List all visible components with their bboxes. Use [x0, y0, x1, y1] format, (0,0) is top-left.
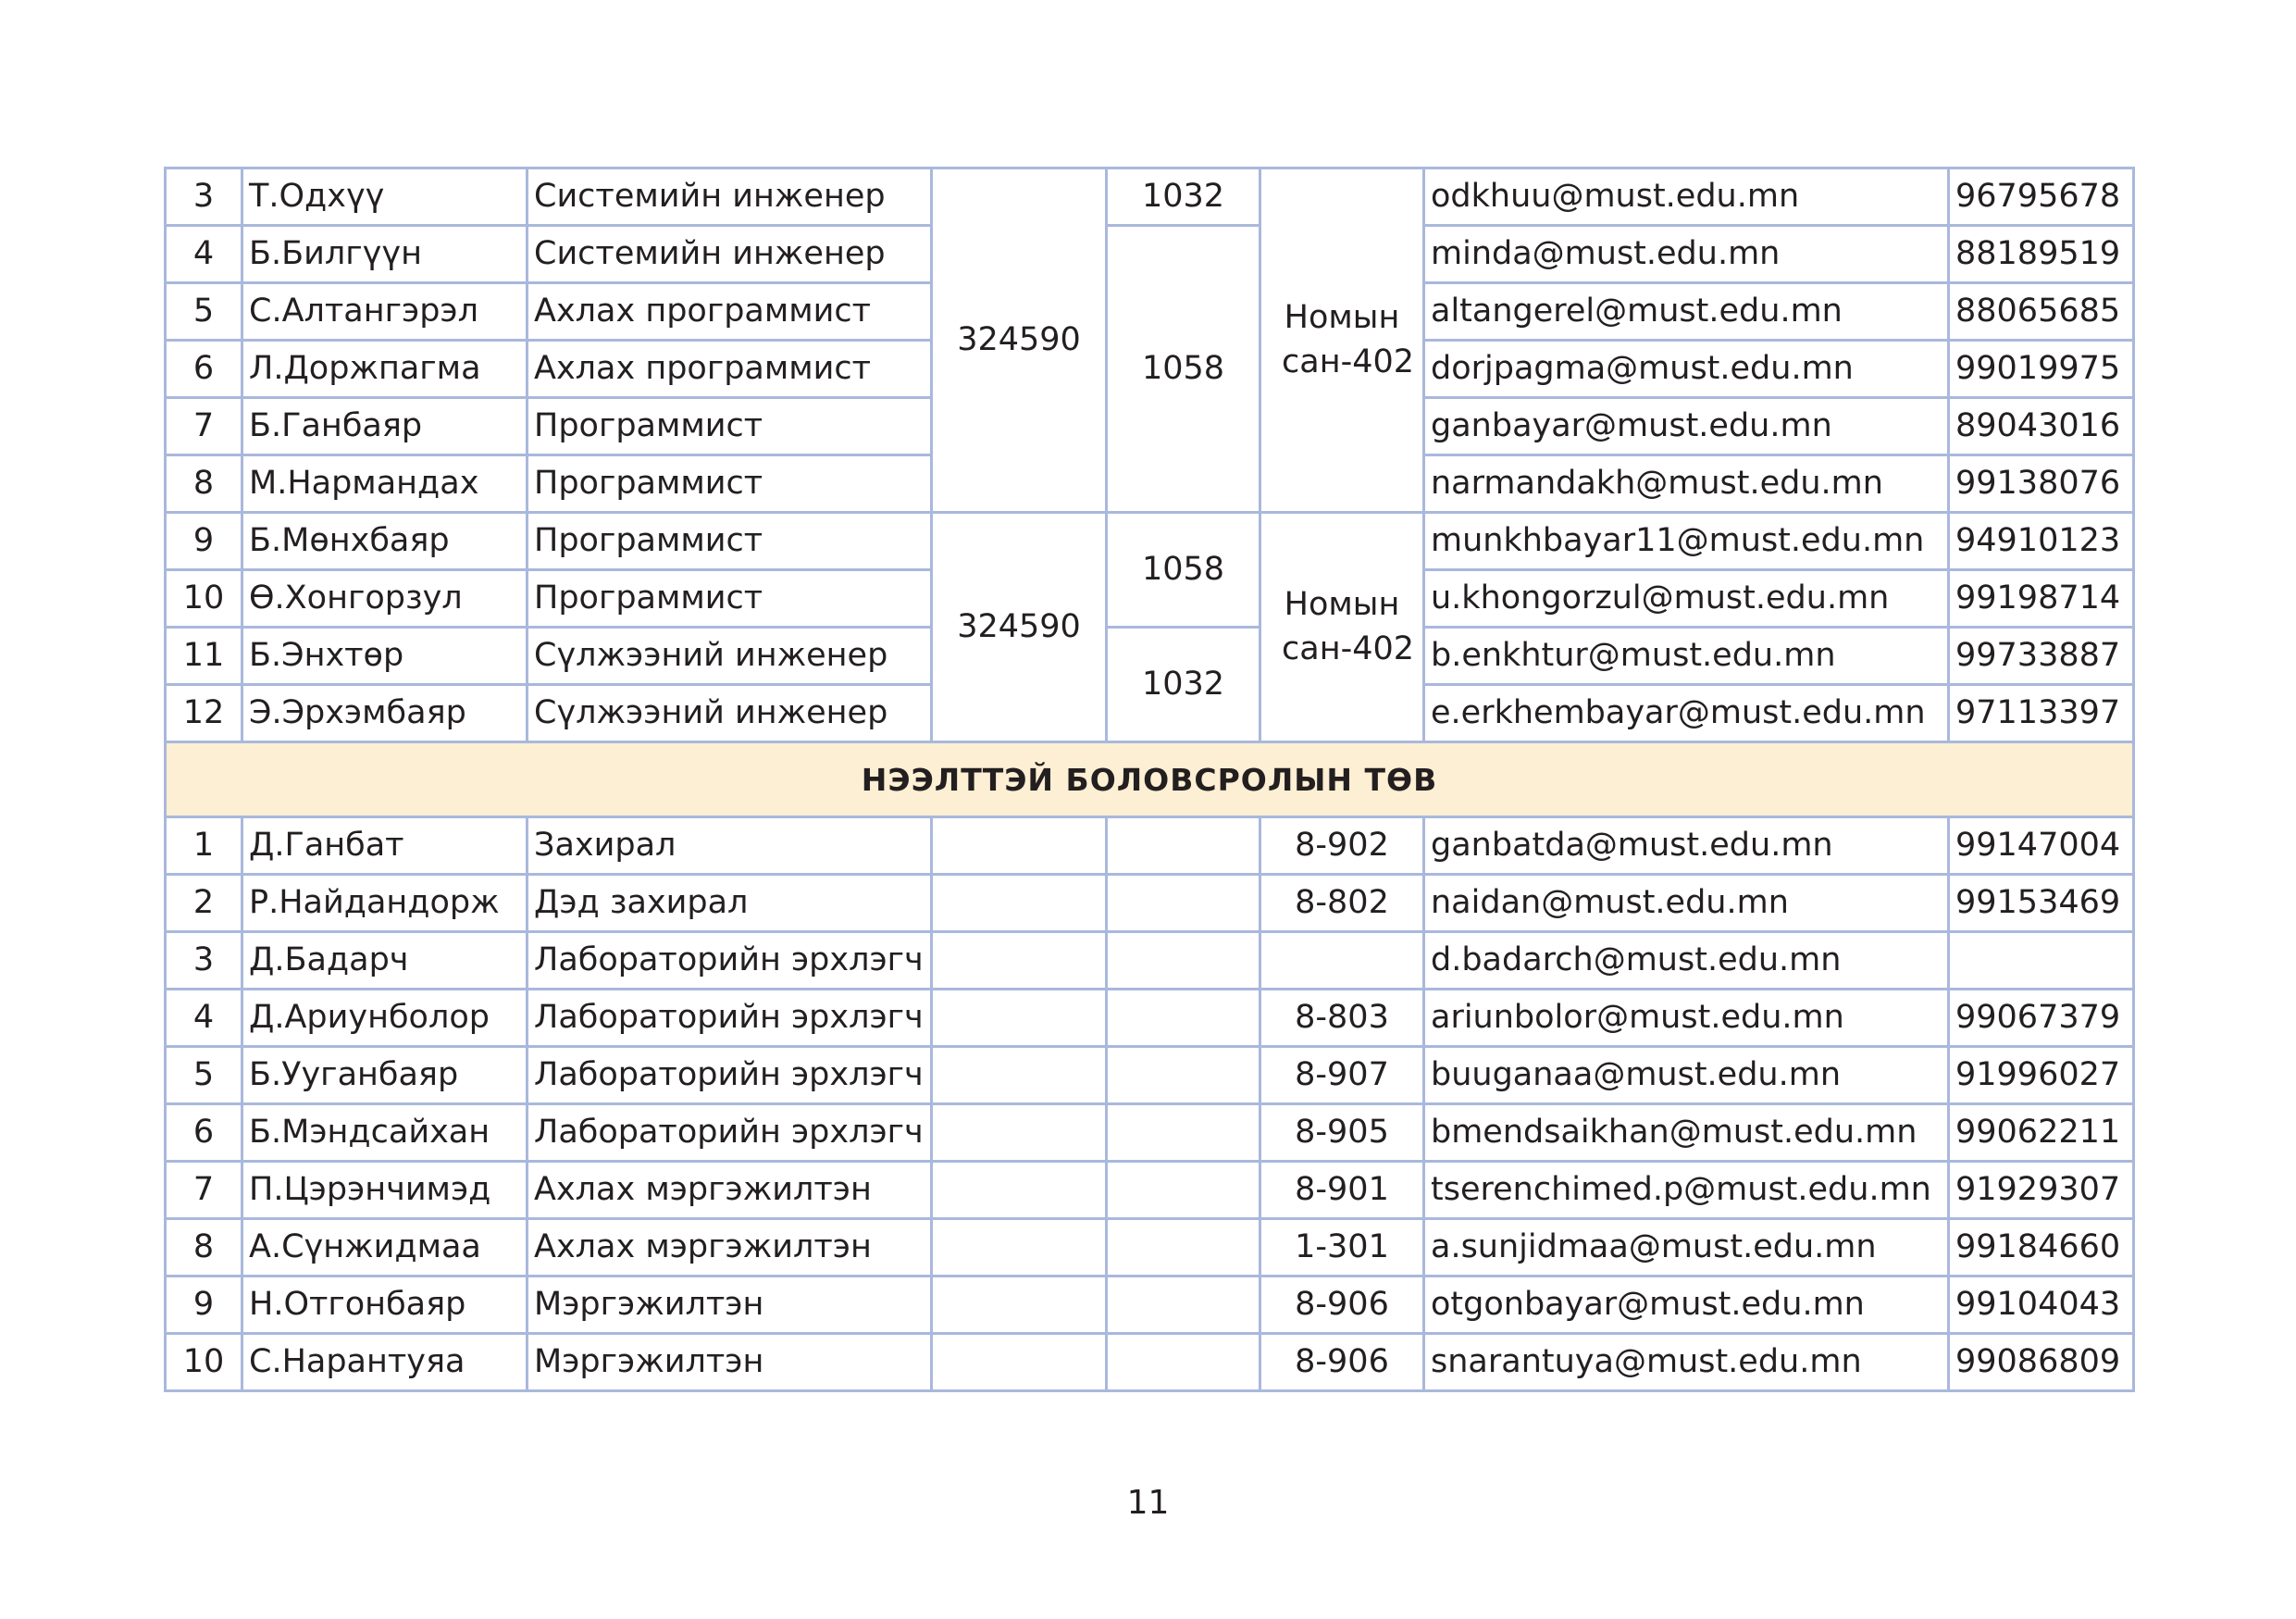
room-number: [1260, 932, 1424, 990]
email-address: munkhbayar11@must.edu.mn: [1424, 513, 1949, 570]
office-phone: [932, 1334, 1107, 1391]
email-address: altangerel@must.edu.mn: [1424, 283, 1949, 341]
staff-name: С.Алтангэрэл: [242, 283, 527, 341]
staff-name: А.Сүнжидмаа: [242, 1219, 527, 1277]
staff-position: Лабораторийн эрхлэгч: [527, 990, 932, 1047]
room-number: 8-802: [1260, 875, 1424, 932]
row-number: 1: [166, 817, 242, 875]
mobile-number: 91996027: [1949, 1047, 2134, 1104]
room-number: [1260, 168, 1424, 513]
table-row: [166, 1334, 2134, 1391]
staff-name: Н.Отгонбаяр: [242, 1277, 527, 1334]
table-row: [166, 932, 2134, 990]
mobile-number: 91929307: [1949, 1162, 2134, 1219]
staff-position: Системийн инженер: [527, 226, 932, 283]
staff-directory-table: [164, 167, 2135, 1392]
mobile-number: [1949, 932, 2134, 990]
mobile-number: 99198714: [1949, 570, 2134, 628]
staff-position: Лабораторийн эрхлэгч: [527, 1104, 932, 1162]
office-phone: [932, 1219, 1107, 1277]
staff-position: Мэргэжилтэн: [527, 1334, 932, 1391]
mobile-number: 97113397: [1949, 685, 2134, 742]
mobile-number: 96795678: [1949, 168, 2134, 226]
office-phone: [932, 1277, 1107, 1334]
staff-name: Б.Мэндсайхан: [242, 1104, 527, 1162]
row-number: 9: [166, 513, 242, 570]
section-header-row: [166, 742, 2134, 817]
section-title: НЭЭЛТТЭЙ БОЛОВСРОЛЫН ТӨВ: [166, 742, 2134, 817]
staff-name: Ө.Хонгорзул: [242, 570, 527, 628]
email-address: ariunbolor@must.edu.mn: [1424, 990, 1949, 1047]
room-number: 8-906: [1260, 1334, 1424, 1391]
staff-position: Программист: [527, 513, 932, 570]
staff-name: Б.Мөнхбаяр: [242, 513, 527, 570]
mobile-number: 99733887: [1949, 628, 2134, 685]
phone-extension: [1107, 990, 1260, 1047]
office-phone: [932, 990, 1107, 1047]
row-number: 5: [166, 283, 242, 341]
mobile-number: 99067379: [1949, 990, 2134, 1047]
row-number: 8: [166, 455, 242, 513]
email-address: a.sunjidmaa@must.edu.mn: [1424, 1219, 1949, 1277]
staff-position: Захирал: [527, 817, 932, 875]
mobile-number: 99086809: [1949, 1334, 2134, 1391]
room-number: 8-803: [1260, 990, 1424, 1047]
staff-name: Т.Одхүү: [242, 168, 527, 226]
staff-name: Д.Ариунболор: [242, 990, 527, 1047]
staff-name: Б.Ууганбаяр: [242, 1047, 527, 1104]
row-number: 2: [166, 875, 242, 932]
phone-extension: 1058: [1107, 226, 1260, 513]
staff-name: Л.Доржпагма: [242, 341, 527, 398]
mobile-number: 99153469: [1949, 875, 2134, 932]
section-rows: [166, 817, 2134, 1391]
phone-extension: [1107, 1219, 1260, 1277]
email-address: otgonbayar@must.edu.mn: [1424, 1277, 1949, 1334]
staff-name: Б.Билгүүн: [242, 226, 527, 283]
email-address: narmandakh@must.edu.mn: [1424, 455, 1949, 513]
staff-name: М.Нармандах: [242, 455, 527, 513]
row-number: 7: [166, 1162, 242, 1219]
room-number: 1-301: [1260, 1219, 1424, 1277]
email-address: u.khongorzul@must.edu.mn: [1424, 570, 1949, 628]
table-row: [166, 513, 2134, 570]
office-phone: [932, 1104, 1107, 1162]
mobile-number: 99019975: [1949, 341, 2134, 398]
phone-extension: 1032: [1107, 628, 1260, 742]
mobile-number: 99184660: [1949, 1219, 2134, 1277]
phone-extension: [1107, 875, 1260, 932]
phone-extension: [1107, 1162, 1260, 1219]
phone-extension: [1107, 817, 1260, 875]
room-number: [1260, 513, 1424, 742]
room-label: Номын сан-402: [1282, 299, 1415, 380]
row-number: 12: [166, 685, 242, 742]
mobile-number: 99104043: [1949, 1277, 2134, 1334]
table-row: [166, 1104, 2134, 1162]
staff-position: Программист: [527, 455, 932, 513]
row-number: 8: [166, 1219, 242, 1277]
room-number: 8-902: [1260, 817, 1424, 875]
mobile-number: 88189519: [1949, 226, 2134, 283]
table-row: [166, 226, 2134, 283]
email-address: d.badarch@must.edu.mn: [1424, 932, 1949, 990]
staff-name: Д.Ганбат: [242, 817, 527, 875]
mobile-number: 99147004: [1949, 817, 2134, 875]
staff-position: Ахлах программист: [527, 341, 932, 398]
email-address: snarantuya@must.edu.mn: [1424, 1334, 1949, 1391]
staff-name: Р.Найдандорж: [242, 875, 527, 932]
row-number: 10: [166, 570, 242, 628]
email-address: b.enkhtur@must.edu.mn: [1424, 628, 1949, 685]
staff-position: Ахлах мэргэжилтэн: [527, 1219, 932, 1277]
staff-position: Дэд захирал: [527, 875, 932, 932]
table-row: [166, 1047, 2134, 1104]
staff-position: Системийн инженер: [527, 168, 932, 226]
row-number: 11: [166, 628, 242, 685]
room-number: 8-905: [1260, 1104, 1424, 1162]
table-row: [166, 1277, 2134, 1334]
office-phone: [932, 1162, 1107, 1219]
room-number: 8-901: [1260, 1162, 1424, 1219]
staff-position: Ахлах мэргэжилтэн: [527, 1162, 932, 1219]
staff-name: Б.Ганбаяр: [242, 398, 527, 455]
office-phone: 324590: [932, 513, 1107, 742]
row-number: 6: [166, 1104, 242, 1162]
office-phone: [932, 932, 1107, 990]
mobile-number: 99138076: [1949, 455, 2134, 513]
staff-position: Сүлжээний инженер: [527, 685, 932, 742]
email-address: buuganaa@must.edu.mn: [1424, 1047, 1949, 1104]
phone-extension: 1032: [1107, 168, 1260, 226]
mobile-number: 94910123: [1949, 513, 2134, 570]
email-address: ganbatda@must.edu.mn: [1424, 817, 1949, 875]
table-row: [166, 817, 2134, 875]
row-number: 4: [166, 226, 242, 283]
staff-position: Сүлжээний инженер: [527, 628, 932, 685]
row-number: 3: [166, 932, 242, 990]
staff-position: Мэргэжилтэн: [527, 1277, 932, 1334]
email-address: minda@must.edu.mn: [1424, 226, 1949, 283]
row-number: 10: [166, 1334, 242, 1391]
room-number: 8-907: [1260, 1047, 1424, 1104]
email-address: tserenchimed.p@must.edu.mn: [1424, 1162, 1949, 1219]
phone-extension: [1107, 1334, 1260, 1391]
staff-position: Программист: [527, 570, 932, 628]
email-address: naidan@must.edu.mn: [1424, 875, 1949, 932]
table-row: [166, 1219, 2134, 1277]
phone-extension: [1107, 1047, 1260, 1104]
email-address: e.erkhembayar@must.edu.mn: [1424, 685, 1949, 742]
staff-name: Д.Бадарч: [242, 932, 527, 990]
staff-name: П.Цэрэнчимэд: [242, 1162, 527, 1219]
phone-extension: [1107, 1104, 1260, 1162]
staff-position: Лабораторийн эрхлэгч: [527, 1047, 932, 1104]
table-row: [166, 168, 2134, 226]
office-phone: 324590: [932, 168, 1107, 513]
room-label: Номын сан-402: [1282, 586, 1415, 667]
row-number: 6: [166, 341, 242, 398]
email-address: odkhuu@must.edu.mn: [1424, 168, 1949, 226]
email-address: dorjpagma@must.edu.mn: [1424, 341, 1949, 398]
table-row: [166, 990, 2134, 1047]
staff-position: Лабораторийн эрхлэгч: [527, 932, 932, 990]
page-number: 11: [1126, 1484, 1170, 1522]
row-number: 3: [166, 168, 242, 226]
email-address: ganbayar@must.edu.mn: [1424, 398, 1949, 455]
row-number: 7: [166, 398, 242, 455]
phone-extension: 1058: [1107, 513, 1260, 628]
row-number: 9: [166, 1277, 242, 1334]
office-phone: [932, 817, 1107, 875]
row-number: 5: [166, 1047, 242, 1104]
staff-name: С.Нарантуяа: [242, 1334, 527, 1391]
staff-name: Э.Эрхэмбаяр: [242, 685, 527, 742]
table-row: [166, 628, 2134, 685]
email-address: bmendsaikhan@must.edu.mn: [1424, 1104, 1949, 1162]
phone-extension: [1107, 932, 1260, 990]
phone-extension: [1107, 1277, 1260, 1334]
mobile-number: 99062211: [1949, 1104, 2134, 1162]
staff-position: Программист: [527, 398, 932, 455]
row-number: 4: [166, 990, 242, 1047]
mobile-number: 89043016: [1949, 398, 2134, 455]
staff-position: Ахлах программист: [527, 283, 932, 341]
office-phone: [932, 1047, 1107, 1104]
office-phone: [932, 875, 1107, 932]
staff-name: Б.Энхтөр: [242, 628, 527, 685]
table-row: [166, 875, 2134, 932]
mobile-number: 88065685: [1949, 283, 2134, 341]
table-row: [166, 1162, 2134, 1219]
room-number: 8-906: [1260, 1277, 1424, 1334]
